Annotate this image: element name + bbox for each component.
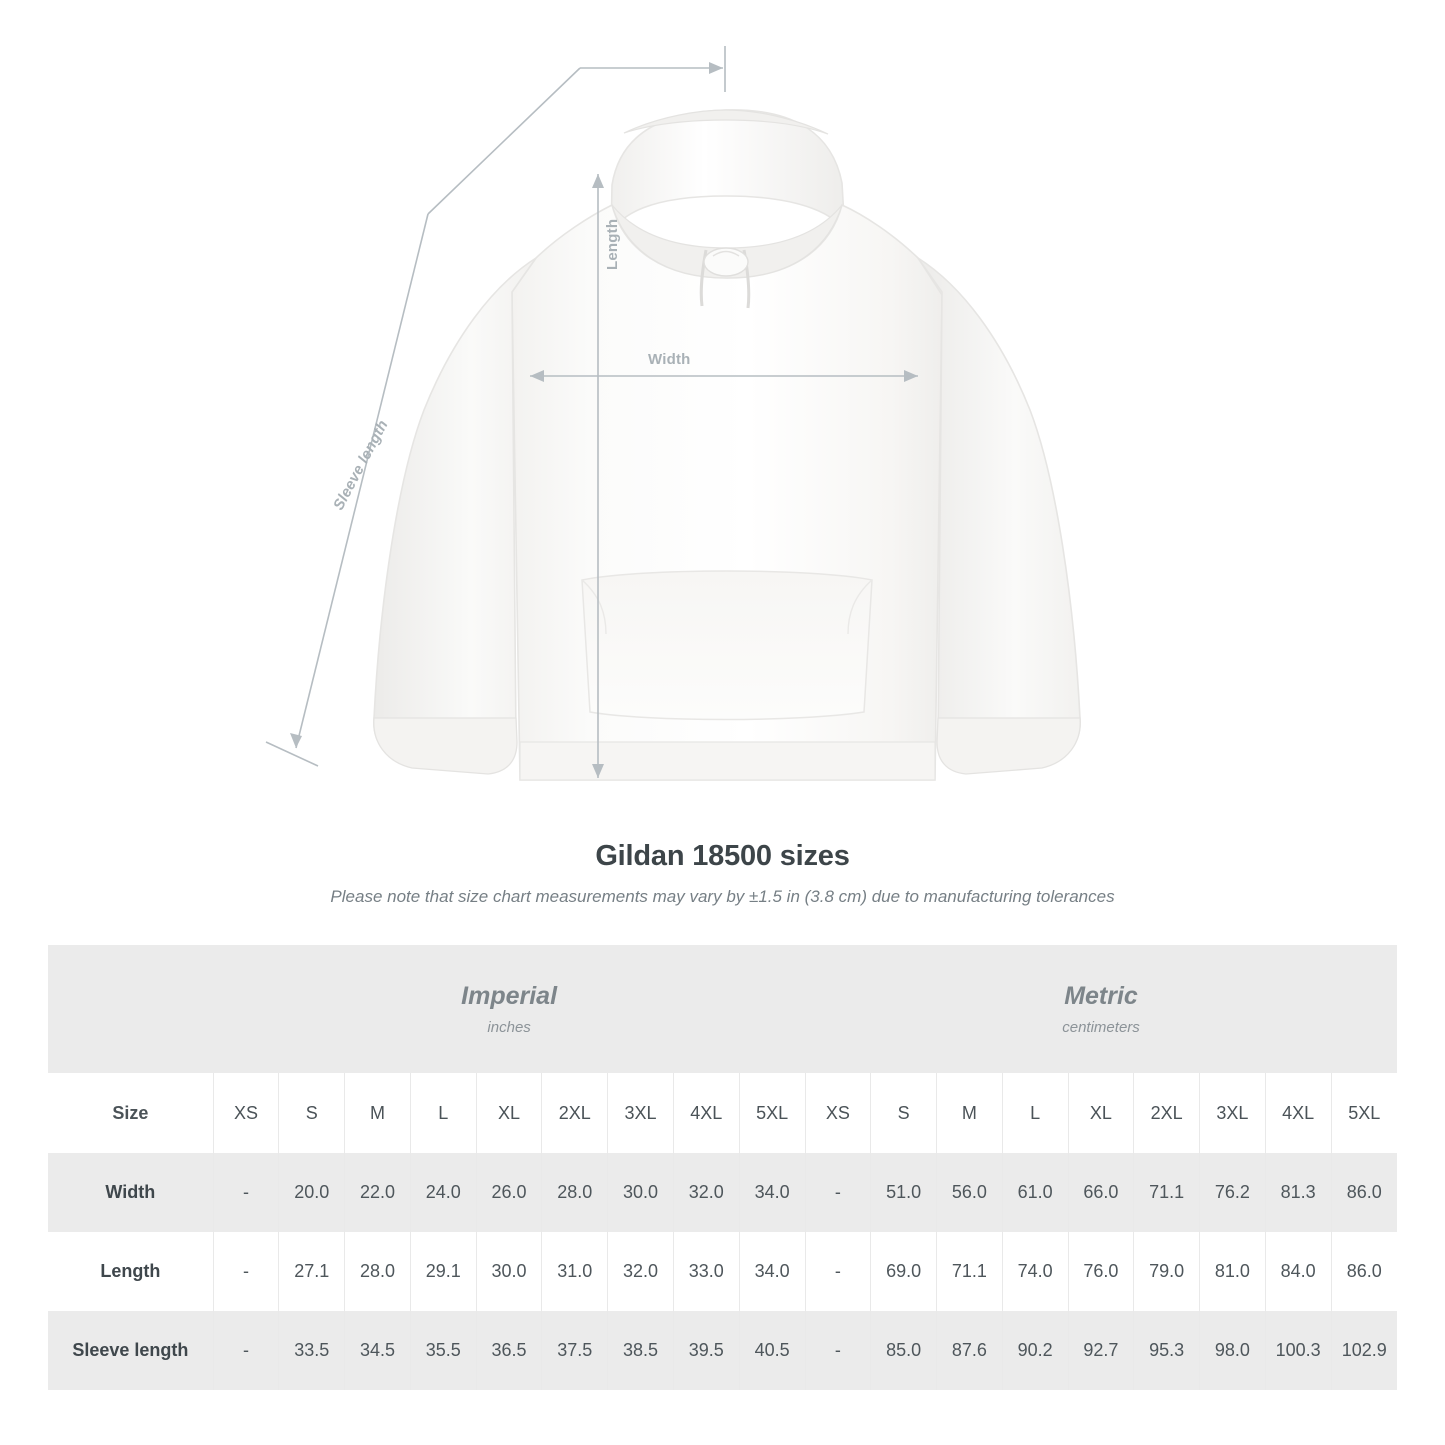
col-header-metric-2xl: 2XL xyxy=(1134,1073,1200,1153)
metric-sub: centimeters xyxy=(1062,1019,1140,1036)
imperial-name: Imperial xyxy=(461,982,558,1010)
cell-metric-length-4xl: 84.0 xyxy=(1265,1232,1331,1311)
cell-imperial-sleeve-4xl: 39.5 xyxy=(673,1311,739,1390)
cell-imperial-length-5xl: 34.0 xyxy=(739,1232,805,1311)
cell-metric-width-xs: - xyxy=(805,1153,871,1232)
col-header-metric-3xl: 3XL xyxy=(1200,1073,1266,1153)
cell-imperial-length-xs: - xyxy=(213,1232,279,1311)
unit-header-metric xyxy=(805,945,1397,1073)
tolerance-note: Please note that size chart measurements may vary by ±1.5 in (3.8 cm) due to manufacturing tolerances xyxy=(330,887,1115,906)
cell-metric-width-xl: 66.0 xyxy=(1068,1153,1134,1232)
col-header-metric-xl: XL xyxy=(1068,1073,1134,1153)
cell-imperial-length-m: 28.0 xyxy=(345,1232,411,1311)
size-table-container xyxy=(48,945,1397,1390)
cell-metric-sleeve-m: 87.6 xyxy=(937,1311,1003,1390)
col-header-imperial-5xl: 5XL xyxy=(739,1073,805,1153)
cell-metric-width-4xl: 81.3 xyxy=(1265,1153,1331,1232)
table-row-length xyxy=(48,1232,1397,1311)
col-header-imperial-4xl: 4XL xyxy=(673,1073,739,1153)
row-label-length: Length xyxy=(48,1232,213,1311)
cell-imperial-length-s: 27.1 xyxy=(279,1232,345,1311)
cell-imperial-sleeve-xl: 36.5 xyxy=(476,1311,542,1390)
cell-imperial-sleeve-xs: - xyxy=(213,1311,279,1390)
unit-header-spacer xyxy=(48,945,213,1073)
cell-metric-width-s: 51.0 xyxy=(871,1153,937,1232)
cell-metric-sleeve-2xl: 95.3 xyxy=(1134,1311,1200,1390)
cell-imperial-width-s: 20.0 xyxy=(279,1153,345,1232)
cell-imperial-width-2xl: 28.0 xyxy=(542,1153,608,1232)
cell-metric-length-xl: 76.0 xyxy=(1068,1232,1134,1311)
cell-imperial-length-2xl: 31.0 xyxy=(542,1232,608,1311)
cell-metric-sleeve-l: 90.2 xyxy=(1002,1311,1068,1390)
cell-metric-width-m: 56.0 xyxy=(937,1153,1003,1232)
width-label: Width xyxy=(648,351,691,368)
title-block xyxy=(0,840,1445,907)
cell-metric-length-s: 69.0 xyxy=(871,1232,937,1311)
cell-imperial-width-5xl: 34.0 xyxy=(739,1153,805,1232)
cell-metric-length-2xl: 79.0 xyxy=(1134,1232,1200,1311)
unit-header-imperial xyxy=(213,945,805,1073)
metric-name: Metric xyxy=(1064,982,1138,1010)
row-label-width: Width xyxy=(48,1153,213,1232)
col-header-imperial-xl: XL xyxy=(476,1073,542,1153)
imperial-sub: inches xyxy=(487,1019,531,1036)
table-row-sleeve-length xyxy=(48,1311,1397,1390)
cell-imperial-width-3xl: 30.0 xyxy=(608,1153,674,1232)
col-header-metric-xs: XS xyxy=(805,1073,871,1153)
col-header-metric-l: L xyxy=(1002,1073,1068,1153)
cell-metric-length-xs: - xyxy=(805,1232,871,1311)
col-header-imperial-2xl: 2XL xyxy=(542,1073,608,1153)
cell-metric-width-2xl: 71.1 xyxy=(1134,1153,1200,1232)
cell-metric-sleeve-3xl: 98.0 xyxy=(1200,1311,1266,1390)
cell-imperial-sleeve-5xl: 40.5 xyxy=(739,1311,805,1390)
col-header-imperial-s: S xyxy=(279,1073,345,1153)
cell-imperial-sleeve-l: 35.5 xyxy=(410,1311,476,1390)
table-row-width xyxy=(48,1153,1397,1232)
cell-metric-width-3xl: 76.2 xyxy=(1200,1153,1266,1232)
hoodie-shape xyxy=(374,110,1080,780)
col-header-imperial-m: M xyxy=(345,1073,411,1153)
cell-metric-sleeve-4xl: 100.3 xyxy=(1265,1311,1331,1390)
cell-metric-length-l: 74.0 xyxy=(1002,1232,1068,1311)
col-header-metric-m: M xyxy=(937,1073,1003,1153)
cell-imperial-length-4xl: 33.0 xyxy=(673,1232,739,1311)
cell-imperial-width-l: 24.0 xyxy=(410,1153,476,1232)
col-header-metric-5xl: 5XL xyxy=(1331,1073,1397,1153)
sleeve-length-label: Sleeve length xyxy=(330,417,392,513)
cell-imperial-width-m: 22.0 xyxy=(345,1153,411,1232)
cell-imperial-width-4xl: 32.0 xyxy=(673,1153,739,1232)
cell-imperial-length-3xl: 32.0 xyxy=(608,1232,674,1311)
size-header-row xyxy=(48,1073,1397,1153)
cell-imperial-sleeve-3xl: 38.5 xyxy=(608,1311,674,1390)
unit-header-row xyxy=(48,945,1397,1073)
cell-metric-sleeve-xl: 92.7 xyxy=(1068,1311,1134,1390)
cell-metric-sleeve-s: 85.0 xyxy=(871,1311,937,1390)
cell-metric-width-l: 61.0 xyxy=(1002,1153,1068,1232)
cell-imperial-length-l: 29.1 xyxy=(410,1232,476,1311)
cell-imperial-width-xs: - xyxy=(213,1153,279,1232)
cell-imperial-sleeve-m: 34.5 xyxy=(345,1311,411,1390)
row-label-sleeve-length: Sleeve length xyxy=(48,1311,213,1390)
cell-metric-length-3xl: 81.0 xyxy=(1200,1232,1266,1311)
length-label: Length xyxy=(604,218,621,270)
page-title: Gildan 18500 sizes xyxy=(595,840,850,872)
row-header-size: Size xyxy=(48,1073,213,1153)
cell-imperial-sleeve-2xl: 37.5 xyxy=(542,1311,608,1390)
cell-imperial-length-xl: 30.0 xyxy=(476,1232,542,1311)
col-header-imperial-3xl: 3XL xyxy=(608,1073,674,1153)
cell-imperial-width-xl: 26.0 xyxy=(476,1153,542,1232)
cell-metric-sleeve-5xl: 102.9 xyxy=(1331,1311,1397,1390)
col-header-metric-s: S xyxy=(871,1073,937,1153)
col-header-imperial-l: L xyxy=(410,1073,476,1153)
size-table xyxy=(48,945,1397,1390)
col-header-metric-4xl: 4XL xyxy=(1265,1073,1331,1153)
cell-metric-width-5xl: 86.0 xyxy=(1331,1153,1397,1232)
cell-metric-length-m: 71.1 xyxy=(937,1232,1003,1311)
col-header-imperial-xs: XS xyxy=(213,1073,279,1153)
cell-metric-sleeve-xs: - xyxy=(805,1311,871,1390)
cell-metric-length-5xl: 86.0 xyxy=(1331,1232,1397,1311)
cell-imperial-sleeve-s: 33.5 xyxy=(279,1311,345,1390)
